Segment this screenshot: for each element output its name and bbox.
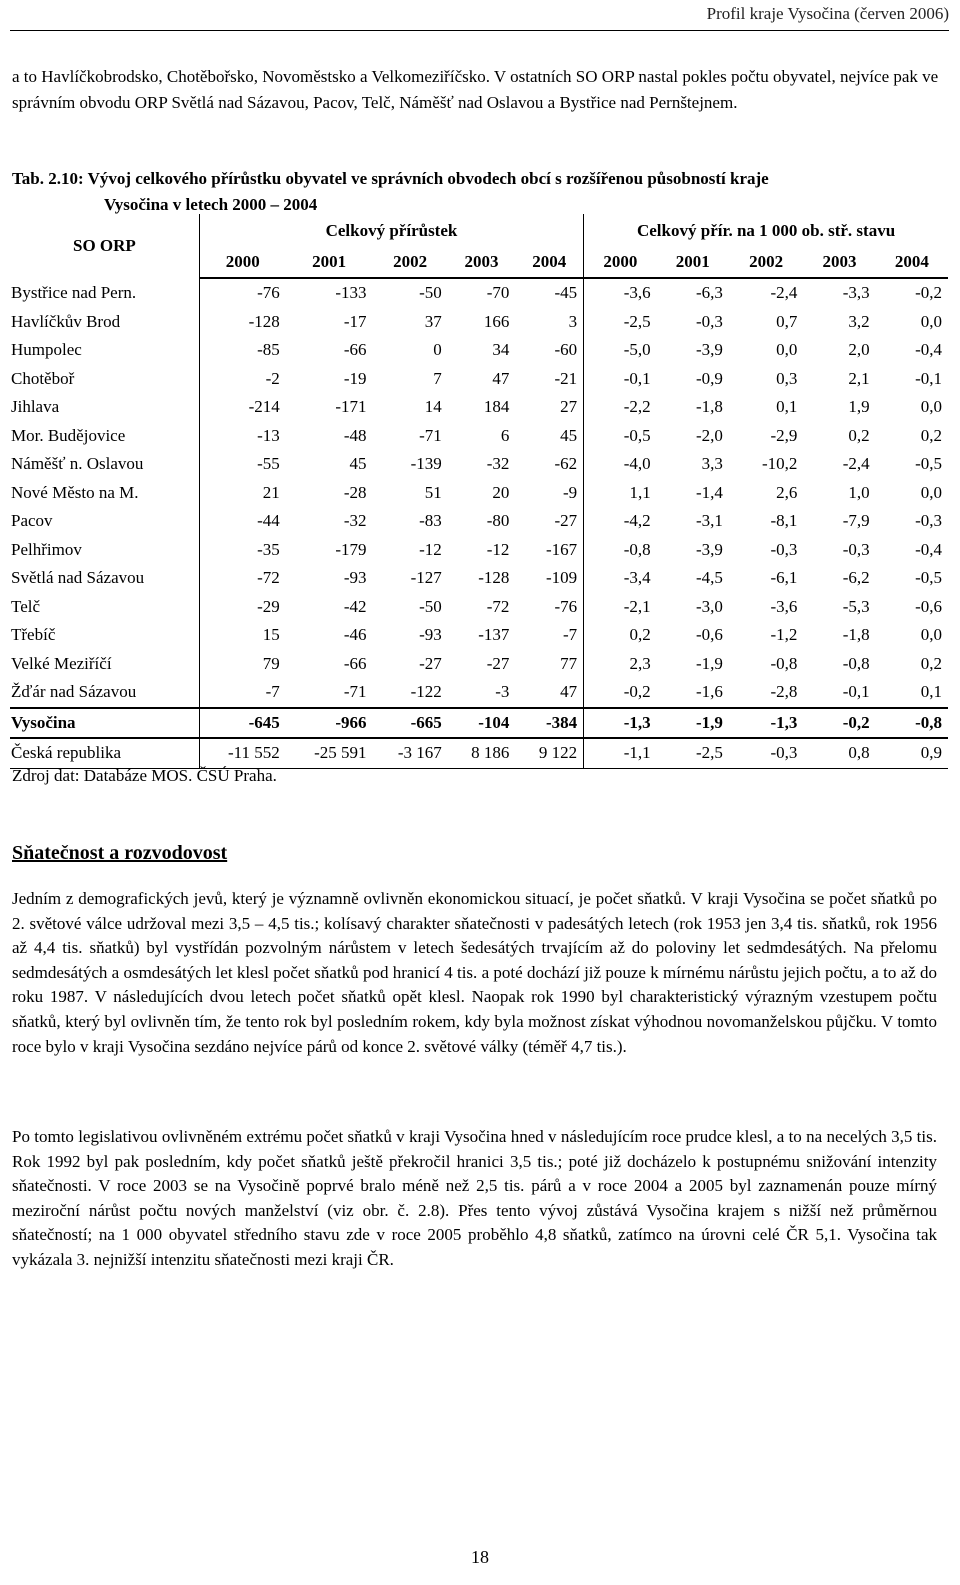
table-row xyxy=(10,738,948,768)
table-cell: -93 xyxy=(343,568,367,588)
table-row xyxy=(10,536,948,565)
table-cell: 51 xyxy=(424,482,442,502)
table-cell: -62 xyxy=(515,450,583,479)
table-cell: 1,1 xyxy=(629,482,651,502)
table-row xyxy=(10,593,948,622)
table-cell: -13 xyxy=(257,425,280,445)
paragraph-1: Jedním z demografických jevů, který je významně ovlivněn ekonomickou situací, je počet sňatků. V kraji Vysočina se počet sňatků po 2. světové válce udržoval mezi 3,5 – 4,5 tis.; kolísavý charakter sňatečnosti v padesátých letech (rok 1953 jen 3,4 tis. sňatků, rok 1956 až 4,4 tis. sňatků) byl vystřídán pozvolným nárůstem v letech šedesátých trvajícím až do poloviny let sedmdesátých. Na přelomu sedmdesátých a osmdesátých let klesl počet sňatků pod hranicí 4 tis. a poté dochází již pouze k mírnému nárůstu jejich počtu, a to až do roku 1987. V následujících dvou letech počet sňatků opět klesl. Naopak rok 1990 byl charakteristický výrazným vzestupem počtu sňatků, který byl ovlivněn tím, že tento rok byl posledním rokem, kdy byla možnost získat výhodnou novomanželskou půjčku. V tomto roce bylo v kraji Vysočina sezdáno nejvíce párů od konce 2. světové války (téměř 4,7 tis.). xyxy=(12,889,937,1056)
table-cell: -12 xyxy=(419,539,442,559)
section-title: Sňatečnost a rozvodovost xyxy=(12,842,228,864)
table-cell: 6 xyxy=(500,425,510,445)
table-cell: -966 xyxy=(286,708,373,739)
group-header-growth-per-1000: Celkový přír. na 1 000 ob. stř. stavu xyxy=(636,220,896,240)
table-cell: 3 xyxy=(515,308,583,337)
row-label: Náměšť n. Oslavou xyxy=(10,450,199,479)
table-cell: -0,6 xyxy=(696,625,723,645)
table-cell: -0,9 xyxy=(696,368,723,388)
table-cell: 0,8 xyxy=(803,738,875,768)
table-cell: -214 xyxy=(248,397,280,417)
table-cell: -66 xyxy=(343,340,367,360)
table-cell: -0,3 xyxy=(696,311,723,331)
table-cell: 3,2 xyxy=(848,311,870,331)
row-label: Chotěboř xyxy=(10,365,199,394)
table-cell: -35 xyxy=(257,539,280,559)
table-cell: -137 xyxy=(478,625,510,645)
table-cell: -1,9 xyxy=(696,653,723,673)
table-cell: -93 xyxy=(419,625,442,645)
year-header: 2001 xyxy=(657,247,729,278)
year-header: 2003 xyxy=(803,247,875,278)
table-cell: -25 591 xyxy=(286,738,373,768)
table-cell: -0,4 xyxy=(915,539,942,559)
table-cell: -83 xyxy=(419,511,442,531)
table-cell: 0 xyxy=(433,340,442,360)
year-header: 2001 xyxy=(286,247,373,278)
table-cell: 9 122 xyxy=(515,738,583,768)
table-cell: 0,1 xyxy=(920,682,942,702)
table-cell: 45 xyxy=(349,454,367,474)
table-cell: -4,2 xyxy=(623,511,651,531)
table-cell: 20 xyxy=(492,482,510,502)
table-cell: -2,8 xyxy=(770,682,798,702)
page-number: 18 xyxy=(471,1547,489,1567)
table-cell: -0,2 xyxy=(915,283,942,303)
table-caption xyxy=(12,166,952,218)
table-cell: 7 xyxy=(433,368,442,388)
year-header: 2003 xyxy=(448,247,516,278)
table-cell: 0,2 xyxy=(920,425,942,445)
table-cell: 184 xyxy=(483,397,510,417)
table-cell: -2 xyxy=(265,368,280,388)
table-cell: -42 xyxy=(343,596,367,616)
year-header: 2002 xyxy=(729,247,803,278)
table-cell: -0,5 xyxy=(915,568,942,588)
row-label: Mor. Budějovice xyxy=(10,422,199,451)
table-cell: -0,2 xyxy=(623,682,651,702)
table-cell: -139 xyxy=(410,454,442,474)
table-cell: 21 xyxy=(262,482,280,502)
table-row xyxy=(10,678,948,708)
table-cell: -9 xyxy=(515,479,583,508)
table-cell: -128 xyxy=(248,311,280,331)
table-cell: -1,2 xyxy=(770,625,798,645)
col-so-orp: SO ORP xyxy=(10,214,199,278)
table-cell: -27 xyxy=(486,653,510,673)
table-cell: -3,3 xyxy=(842,283,870,303)
table-cell: -11 552 xyxy=(199,738,286,768)
table-cell: -384 xyxy=(515,708,583,739)
table-cell: -3 xyxy=(495,682,510,702)
table-cell: 14 xyxy=(424,397,442,417)
table-cell: 0,0 xyxy=(776,340,798,360)
year-header: 2004 xyxy=(876,247,948,278)
table-cell: 0,0 xyxy=(920,311,942,331)
table-cell: -3 167 xyxy=(372,738,447,768)
table-cell: -3,9 xyxy=(696,539,723,559)
table-cell: -0,4 xyxy=(915,340,942,360)
table-row xyxy=(10,450,948,479)
table-cell: -46 xyxy=(343,625,367,645)
table-cell: -127 xyxy=(410,568,442,588)
table-cell: -0,5 xyxy=(623,425,651,445)
table-row xyxy=(10,393,948,422)
table-row xyxy=(10,365,948,394)
table-cell: -0,2 xyxy=(803,708,875,739)
table-cell: -3,4 xyxy=(623,568,651,588)
table-cell: -8,1 xyxy=(770,511,798,531)
caption-line-1: Tab. 2.10: Vývoj celkového přírůstku obyvatel ve správních obvodech obcí s rozšířenou působností kraje xyxy=(12,169,769,188)
table-cell: -21 xyxy=(515,365,583,394)
table-cell: -50 xyxy=(419,596,442,616)
row-label: Česká republika xyxy=(10,738,199,768)
caption-line-2: Vysočina v letech 2000 – 2004 xyxy=(104,195,318,214)
table-cell: -55 xyxy=(257,454,280,474)
table-cell: 15 xyxy=(262,625,280,645)
table-cell: -1,1 xyxy=(584,738,657,768)
table-row xyxy=(10,507,948,536)
row-label: Bystřice nad Pern. xyxy=(10,278,199,308)
table-cell: 37 xyxy=(424,311,442,331)
table-cell: 1,0 xyxy=(848,482,870,502)
table-cell: -6,1 xyxy=(770,568,798,588)
table-cell: -12 xyxy=(486,539,510,559)
table-row xyxy=(10,564,948,593)
table-cell: 2,1 xyxy=(848,368,870,388)
row-label: Jihlava xyxy=(10,393,199,422)
table-cell: -665 xyxy=(372,708,447,739)
table-cell: -80 xyxy=(486,511,510,531)
table-cell: 3,3 xyxy=(701,454,723,474)
table-cell: -645 xyxy=(199,708,286,739)
row-label: Pelhřimov xyxy=(10,536,199,565)
table-cell: 77 xyxy=(515,650,583,679)
table-cell: -2,9 xyxy=(770,425,798,445)
row-label: Světlá nad Sázavou xyxy=(10,564,199,593)
table-cell: -0,3 xyxy=(729,738,803,768)
year-header: 2002 xyxy=(372,247,447,278)
table-cell: -85 xyxy=(257,340,280,360)
table-cell: -27 xyxy=(515,507,583,536)
table-cell: -19 xyxy=(343,368,367,388)
table-cell: -71 xyxy=(419,425,442,445)
table-cell: 27 xyxy=(515,393,583,422)
table-cell: 0,0 xyxy=(920,482,942,502)
year-header: 2000 xyxy=(199,247,286,278)
row-label: Třebíč xyxy=(10,621,199,650)
table-cell: -32 xyxy=(486,454,510,474)
row-label: Havlíčkův Brod xyxy=(10,308,199,337)
table-cell: -4,5 xyxy=(696,568,723,588)
table-cell: 0,0 xyxy=(920,397,942,417)
year-header: 2000 xyxy=(584,247,657,278)
table-cell: 0,7 xyxy=(776,311,798,331)
table-cell: -179 xyxy=(335,539,367,559)
row-label: Humpolec xyxy=(10,336,199,365)
table-row xyxy=(10,708,948,739)
table-cell: -0,3 xyxy=(842,539,870,559)
table-row xyxy=(10,621,948,650)
table-cell: -0,3 xyxy=(915,511,942,531)
table-cell: -3,6 xyxy=(770,596,798,616)
table-cell: 0,2 xyxy=(920,653,942,673)
table-cell: 1,9 xyxy=(848,397,870,417)
row-label: Pacov xyxy=(10,507,199,536)
table-cell: -171 xyxy=(335,397,367,417)
table-cell: 2,3 xyxy=(629,653,651,673)
paragraph-2: Po tomto legislativou ovlivněném extrému počet sňatků v kraji Vysočina hned v následujícím roce prudce klesl, a to na necelých 3,5 tis. Rok 1992 byl pak posledním, kdy počet sňatků ještě překročil hranici 3,5 tis.; poté již docházelo k postupnému snižování intenzity sňatečnosti. V roce 2003 se na Vysočině poprvé bralo méně než 2,5 tis. párů a v roce 2004 a 2005 byl zaznamenán pouze mírný meziroční nárůst počtu nových manželství (viz obr. č. 2.8). Přes tento vývoj zůstává Vysočina krajem s nižší než průměrnou sňatečností; na 1 000 obyvatel středního stavu zde v roce 2005 proběhlo 4,8 sňatků, zatímco na úrovni celé ČR 5,1. Vysočina tak vykázala 3. nejnižší intenzitu sňatečnosti mezi kraji ČR. xyxy=(12,1127,937,1269)
table-cell: 0,2 xyxy=(629,625,651,645)
table-cell: -2,2 xyxy=(623,397,651,417)
table-row xyxy=(10,650,948,679)
table-cell: -133 xyxy=(335,283,367,303)
table-cell: -2,5 xyxy=(623,311,651,331)
table-cell: -4,0 xyxy=(623,454,651,474)
row-label: Velké Meziříčí xyxy=(10,650,199,679)
table-cell: -50 xyxy=(419,283,442,303)
table-cell: -0,1 xyxy=(915,368,942,388)
table-cell: 0,2 xyxy=(848,425,870,445)
table-cell: -0,3 xyxy=(770,539,798,559)
table-cell: -45 xyxy=(515,278,583,308)
year-header: 2004 xyxy=(515,247,583,278)
table-cell: 0,9 xyxy=(876,738,948,768)
table-cell: -5,3 xyxy=(842,596,870,616)
table-cell: -72 xyxy=(486,596,510,616)
table-cell: -44 xyxy=(257,511,280,531)
table-cell: -1,4 xyxy=(696,482,723,502)
table-cell: -0,8 xyxy=(770,653,798,673)
table-cell: 0,0 xyxy=(920,625,942,645)
table-cell: -0,1 xyxy=(842,682,870,702)
group-header-total-growth: Celkový přírůstek xyxy=(199,214,583,247)
table-cell: 166 xyxy=(483,311,510,331)
table-cell: -3,6 xyxy=(623,283,651,303)
table-cell: -76 xyxy=(257,283,280,303)
table-cell: -3,1 xyxy=(696,511,723,531)
table-cell: -76 xyxy=(515,593,583,622)
row-label: Vysočina xyxy=(10,708,199,739)
table-body xyxy=(10,278,948,768)
data-source: Zdroj dat: Databáze MOS. ČSÚ Praha. xyxy=(12,766,277,785)
table-cell: -2,4 xyxy=(770,283,798,303)
table-cell: -3,9 xyxy=(696,340,723,360)
table-cell: -48 xyxy=(343,425,367,445)
table-cell: -1,3 xyxy=(729,708,803,739)
table-cell: -1,8 xyxy=(842,625,870,645)
table-row xyxy=(10,336,948,365)
table-cell: -1,3 xyxy=(584,708,657,739)
table-cell: 47 xyxy=(492,368,510,388)
table-cell: -27 xyxy=(419,653,442,673)
table-cell: -7 xyxy=(265,682,280,702)
table-row xyxy=(10,278,948,308)
table-cell: -0,8 xyxy=(623,539,651,559)
table-cell: -60 xyxy=(515,336,583,365)
table-cell: -2,0 xyxy=(696,425,723,445)
table-cell: -109 xyxy=(515,564,583,593)
table-cell: -1,8 xyxy=(696,397,723,417)
table-row xyxy=(10,422,948,451)
header-title: Profil kraje Vysočina (červen 2006) xyxy=(706,4,949,23)
table-cell: -128 xyxy=(478,568,510,588)
table-cell: -2,1 xyxy=(623,596,651,616)
table-cell: -2,4 xyxy=(842,454,870,474)
table-cell: -104 xyxy=(448,708,516,739)
table-cell: -167 xyxy=(515,536,583,565)
table-row xyxy=(10,479,948,508)
table-cell: 34 xyxy=(492,340,510,360)
table-cell: -122 xyxy=(410,682,442,702)
row-label: Nové Město na M. xyxy=(10,479,199,508)
table-cell: 8 186 xyxy=(448,738,516,768)
table-header-row-1 xyxy=(10,214,948,247)
table-cell: -5,0 xyxy=(623,340,651,360)
table-cell: -1,9 xyxy=(657,708,729,739)
table-cell: -3,0 xyxy=(696,596,723,616)
table-row xyxy=(10,308,948,337)
table-cell: 0,1 xyxy=(776,397,798,417)
table-cell: -6,2 xyxy=(842,568,870,588)
table-cell: -1,6 xyxy=(696,682,723,702)
row-label: Telč xyxy=(10,593,199,622)
table-cell: -17 xyxy=(343,311,367,331)
table-cell: -0,1 xyxy=(623,368,651,388)
page-header xyxy=(10,4,949,31)
table-cell: 47 xyxy=(515,678,583,708)
table-cell: -6,3 xyxy=(696,283,723,303)
intro-paragraph: a to Havlíčkobrodsko, Chotěbořsko, Novoměstsko a Velkomeziříčsko. V ostatních SO ORP nastal pokles počtu obyvatel, nejvíce pak ve správním obvodu ORP Světlá nad Sázavou, Pacov, Telč, Náměšť nad Oslavou a Bystřice nad Pernštejnem. xyxy=(12,67,939,112)
table-cell: -70 xyxy=(486,283,510,303)
table-cell: 79 xyxy=(262,653,280,673)
table-cell: -2,5 xyxy=(657,738,729,768)
table-cell: -10,2 xyxy=(761,454,798,474)
table-cell: 45 xyxy=(515,422,583,451)
population-growth-table xyxy=(10,214,948,769)
table-cell: -32 xyxy=(343,511,367,531)
table-cell: -0,5 xyxy=(915,454,942,474)
table-cell: 2,6 xyxy=(776,482,798,502)
table-cell: -7 xyxy=(515,621,583,650)
table-cell: -29 xyxy=(257,596,280,616)
table-cell: -7,9 xyxy=(842,511,870,531)
table-cell: -71 xyxy=(343,682,367,702)
row-label: Žďár nad Sázavou xyxy=(10,678,199,708)
table-cell: -0,6 xyxy=(915,596,942,616)
table-cell: -28 xyxy=(343,482,367,502)
table-cell: -0,8 xyxy=(842,653,870,673)
table-cell: 2,0 xyxy=(848,340,870,360)
table-cell: -0,8 xyxy=(876,708,948,739)
table-cell: -72 xyxy=(257,568,280,588)
table-cell: -66 xyxy=(343,653,367,673)
table-cell: 0,3 xyxy=(776,368,798,388)
